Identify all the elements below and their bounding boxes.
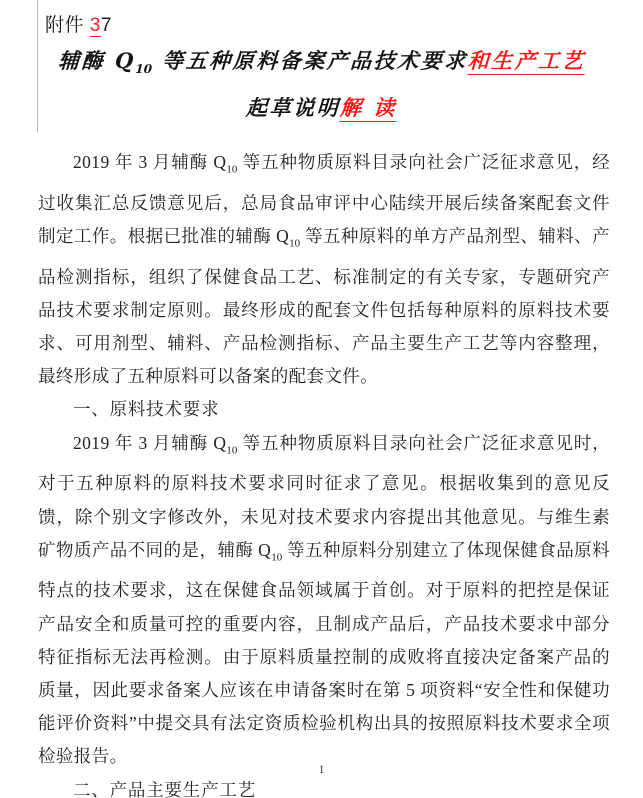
paragraph-2-subscript-2: 10 xyxy=(271,551,283,564)
title-line-1-subscript: 10 xyxy=(134,62,153,77)
paragraph-2-segment-b: 等五种物质原料目录向社会广泛征求意见时，对于五种原料的原料技术要求同时征求了意见。根据收集到的意见反馈，除个别文字修改外，未见对技术要求内容提出其他意见。与维生素矿物质产品不同的是，辅酶 Q xyxy=(38,432,610,560)
paragraph-1-segment-c: 等五种原料的单方产品剂型、辅料、产品检测指标，组织了保健食品工艺、标准制定的有关专家，专题研究产品技术要求制定原则。最终形成的配套文件包括每种原料的原料技术要求、可用剂型、辅料、产品检测指标、产品主要生产工艺等内容整理，最终形成了五种原料可以备案的配套文件。 xyxy=(38,225,611,387)
document-title xyxy=(0,44,643,124)
title-line-1-text-a: 辅酶 Q xyxy=(57,48,137,73)
paragraph-2-subscript-1: 10 xyxy=(226,444,238,457)
section-heading-1: 一、原料技术要求 xyxy=(73,399,220,420)
title-line-1 xyxy=(0,44,643,86)
title-line-2 xyxy=(0,91,643,124)
paragraph-intro xyxy=(38,146,610,393)
paragraph-1-segment-a: 2019 年 3 月辅酶 Q xyxy=(73,152,227,172)
title-annotation-red-2: 解 读 xyxy=(339,95,398,121)
title-line-2-text: 起草说明 xyxy=(245,95,341,121)
page-number: 1 xyxy=(318,762,325,776)
title-line-1-text-b: 等五种原料备案产品技术要求 xyxy=(151,48,469,73)
paragraph-1-subscript-1: 10 xyxy=(226,163,238,176)
attachment-label: 附件 xyxy=(45,15,90,36)
paragraph-1-subscript-2: 10 xyxy=(289,237,301,250)
document-body xyxy=(38,146,610,798)
attachment-number-annotated: 3 xyxy=(89,15,101,36)
paragraph-2-segment-c: 等五种原料分别建立了体现保健食品原料特点的技术要求，这在保健食品领域属于首创。对于原料的把控是保证产品安全和质量可控的重要内容，且制成产品后，产品技术要求中部分特征指标无法再检测。由于原料质量控制的成败将直接决定备案产品的质量，因此要求备案人应该在申请备案时在第 5 项资料“安全性和保健功能评价资料”中提交具有法定资质检验机构出具的按照原料技术要求全项检验报告。 xyxy=(38,539,610,767)
section-heading-2: 二、产品主要生产工艺 xyxy=(73,779,256,798)
paragraph-1-segment-b: 等五种物质原料目录向社会广泛征求意见，经过收集汇总反馈意见后，总局食品审评中心陆续开展后续备案配套文件制定工作。根据已批准的辅酶 Q xyxy=(38,152,610,246)
paragraph-section-1 xyxy=(38,427,610,774)
attachment-header xyxy=(45,13,112,39)
paragraph-2-segment-a: 2019 年 3 月辅酶 Q xyxy=(73,432,227,453)
title-annotation-red-1: 和生产工艺 xyxy=(467,48,586,73)
attachment-number-original: 7 xyxy=(100,15,112,36)
